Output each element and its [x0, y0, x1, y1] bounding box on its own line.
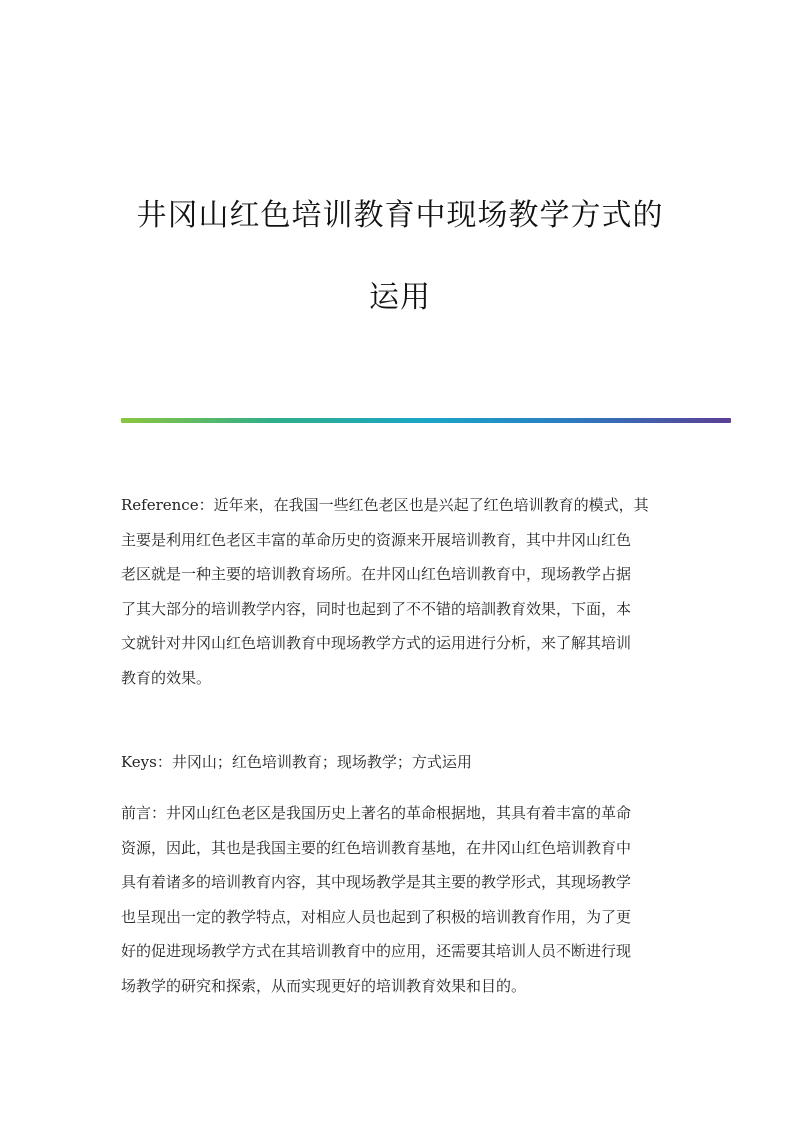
abstract-line: 老区就是一种主要的培训教育场所。在井冈山红色培训教育中，现场教学占据 — [121, 565, 632, 583]
document-title-line-1: 井冈山红色培训教育中现场教学方式的 — [136, 198, 664, 233]
document-title-line-2: 运用 — [369, 280, 431, 315]
abstract-line: 主要是利用红色老区丰富的革命历史的资源来开展培训教育，其中井冈山红色 — [121, 530, 632, 549]
abstract-line: Reference：近年来，在我国一些红色老区也是兴起了红色培训教育的模式，其 — [121, 496, 649, 514]
intro-line: 具有着诸多的培训教育内容，其中现场教学是其主要的教学形式，其现场教学 — [121, 873, 632, 891]
abstract-line: 了其大部分的培训教学内容，同时也起到了不不错的培訓教育效果，下面，本 — [121, 599, 632, 618]
intro-paragraph — [121, 796, 681, 1003]
intro-line: 前言：井冈山红色老区是我国历史上著名的革命根据地，其具有着丰富的革命 — [121, 804, 632, 822]
gradient-divider — [121, 418, 731, 423]
keywords-line: Keys：井冈山；红色培训教育；现场教学；方式运用 — [121, 753, 472, 771]
intro-line: 资源，因此，其也是我国主要的红色培训教育基地，在井冈山红色培训教育中 — [121, 838, 632, 857]
intro-line: 场教学的研究和探索，从而实现更好的培训教育效果和目的。 — [121, 976, 527, 995]
intro-line: 也呈现出一定的教学特点，对相应人员也起到了积极的培训教育作用，为了更 — [121, 907, 632, 926]
abstract-paragraph — [121, 488, 681, 695]
keywords-paragraph — [121, 745, 681, 780]
intro-line: 好的促进现场教学方式在其培训教育中的应用，还需要其培训人员不断进行现 — [121, 942, 632, 960]
abstract-line: 教育的效果。 — [121, 668, 212, 687]
abstract-line: 文就针对井冈山红色培训教育中现场教学方式的运用进行分析，来了解其培训 — [121, 634, 632, 652]
